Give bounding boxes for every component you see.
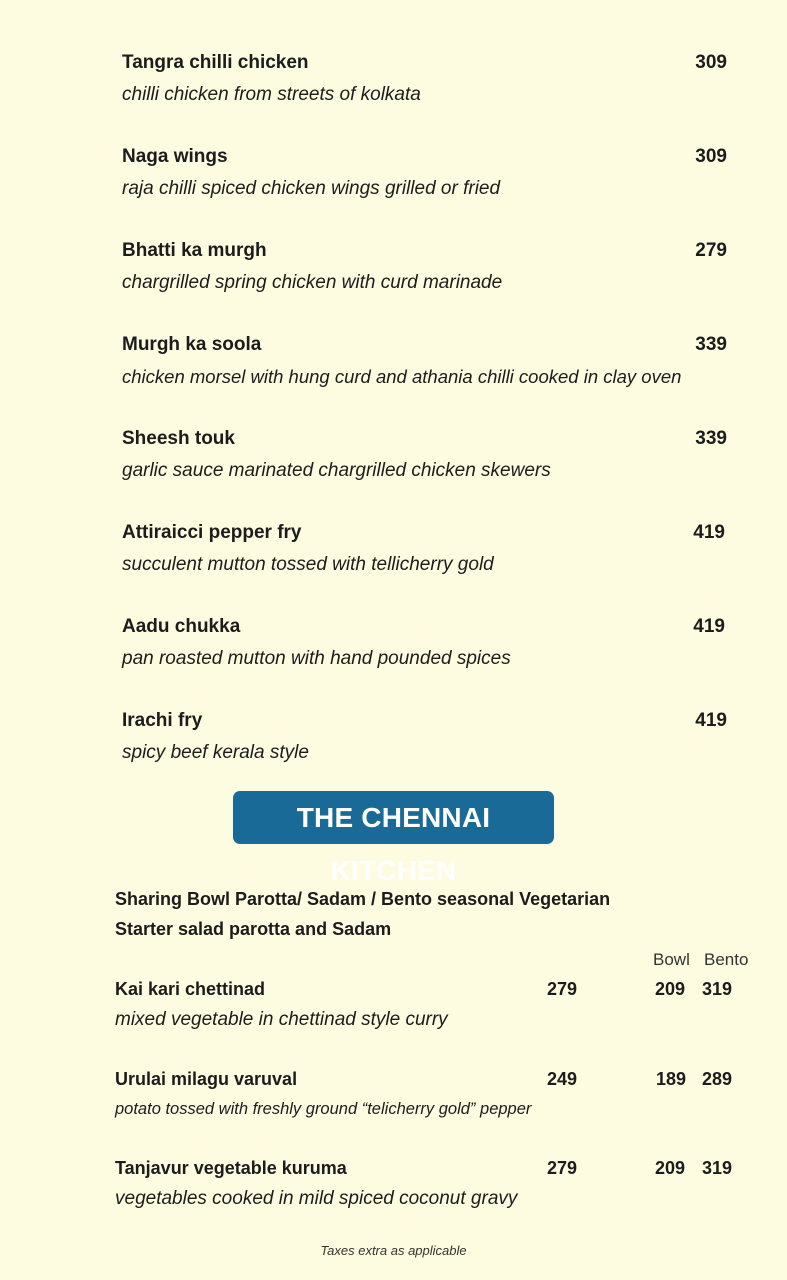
chennai-item-price: 279: [547, 979, 578, 999]
menu-item-name: Irachi fry: [122, 710, 203, 731]
chennai-item-price: 249: [547, 1069, 578, 1089]
menu-item-description: garlic sauce marinated chargrilled chicken skewers: [122, 460, 551, 481]
chennai-item-name: Kai kari chettinad: [115, 979, 266, 999]
menu-item-name: Attiraicci pepper fry: [122, 522, 302, 543]
menu-item-name: Sheesh touk: [122, 428, 235, 449]
section-title-banner: THE CHENNAI KITCHEN: [233, 791, 554, 844]
menu-item-price: 309: [695, 52, 727, 73]
menu-item-name: Murgh ka soola: [122, 334, 262, 355]
menu-item-description: chilli chicken from streets of kolkata: [122, 84, 421, 105]
menu-item-name: Aadu chukka: [122, 616, 241, 637]
menu-item-name: Naga wings: [122, 146, 228, 167]
chennai-item-name: Tanjavur vegetable kuruma: [115, 1158, 347, 1178]
chennai-item-description: vegetables cooked in mild spiced coconut gravy: [115, 1188, 518, 1209]
chennai-item-bento-price: 319: [702, 1158, 733, 1178]
menu-item-description: spicy beef kerala style: [122, 742, 309, 763]
chennai-item-name: Urulai milagu varuval: [115, 1069, 298, 1089]
chennai-item-bento-price: 289: [702, 1069, 733, 1089]
menu-item-price: 419: [693, 616, 725, 637]
menu-item-name: Tangra chilli chicken: [122, 52, 309, 73]
chennai-item-bento-price: 319: [702, 979, 733, 999]
column-header-bento: Bento: [704, 950, 749, 969]
chennai-item-bowl-price: 209: [655, 1158, 686, 1178]
menu-item-name: Bhatti ka murgh: [122, 240, 267, 261]
chennai-item-bowl-price: 189: [656, 1069, 687, 1089]
menu-item-price: 419: [695, 710, 727, 731]
menu-item-description: pan roasted mutton with hand pounded spices: [122, 648, 511, 669]
menu-item-price: 279: [695, 240, 727, 261]
chennai-item-bowl-price: 209: [655, 979, 686, 999]
menu-item-price: 419: [693, 522, 725, 543]
chennai-item-description: potato tossed with freshly ground “telicherry gold” pepper: [115, 1100, 532, 1118]
column-header-bowl: Bowl: [653, 950, 690, 969]
menu-item-description: raja chilli spiced chicken wings grilled or fried: [122, 178, 501, 199]
menu-item-price: 339: [695, 428, 727, 449]
menu-item-price: 309: [695, 146, 727, 167]
section-intro-line: Starter salad parotta and Sadam: [115, 919, 392, 939]
chennai-item-description: mixed vegetable in chettinad style curry: [115, 1009, 448, 1030]
menu-item-description: chicken morsel with hung curd and athania chilli cooked in clay oven: [122, 366, 682, 387]
menu-item-description: chargrilled spring chicken with curd marinade: [122, 272, 503, 293]
chennai-item-price: 279: [547, 1158, 578, 1178]
menu-item-price: 339: [695, 334, 727, 355]
menu-item-description: succulent mutton tossed with tellicherry gold: [122, 554, 494, 575]
section-intro-line: Sharing Bowl Parotta/ Sadam / Bento seasonal Vegetarian: [115, 889, 611, 909]
footer-tax-note: Taxes extra as applicable: [320, 1243, 467, 1258]
